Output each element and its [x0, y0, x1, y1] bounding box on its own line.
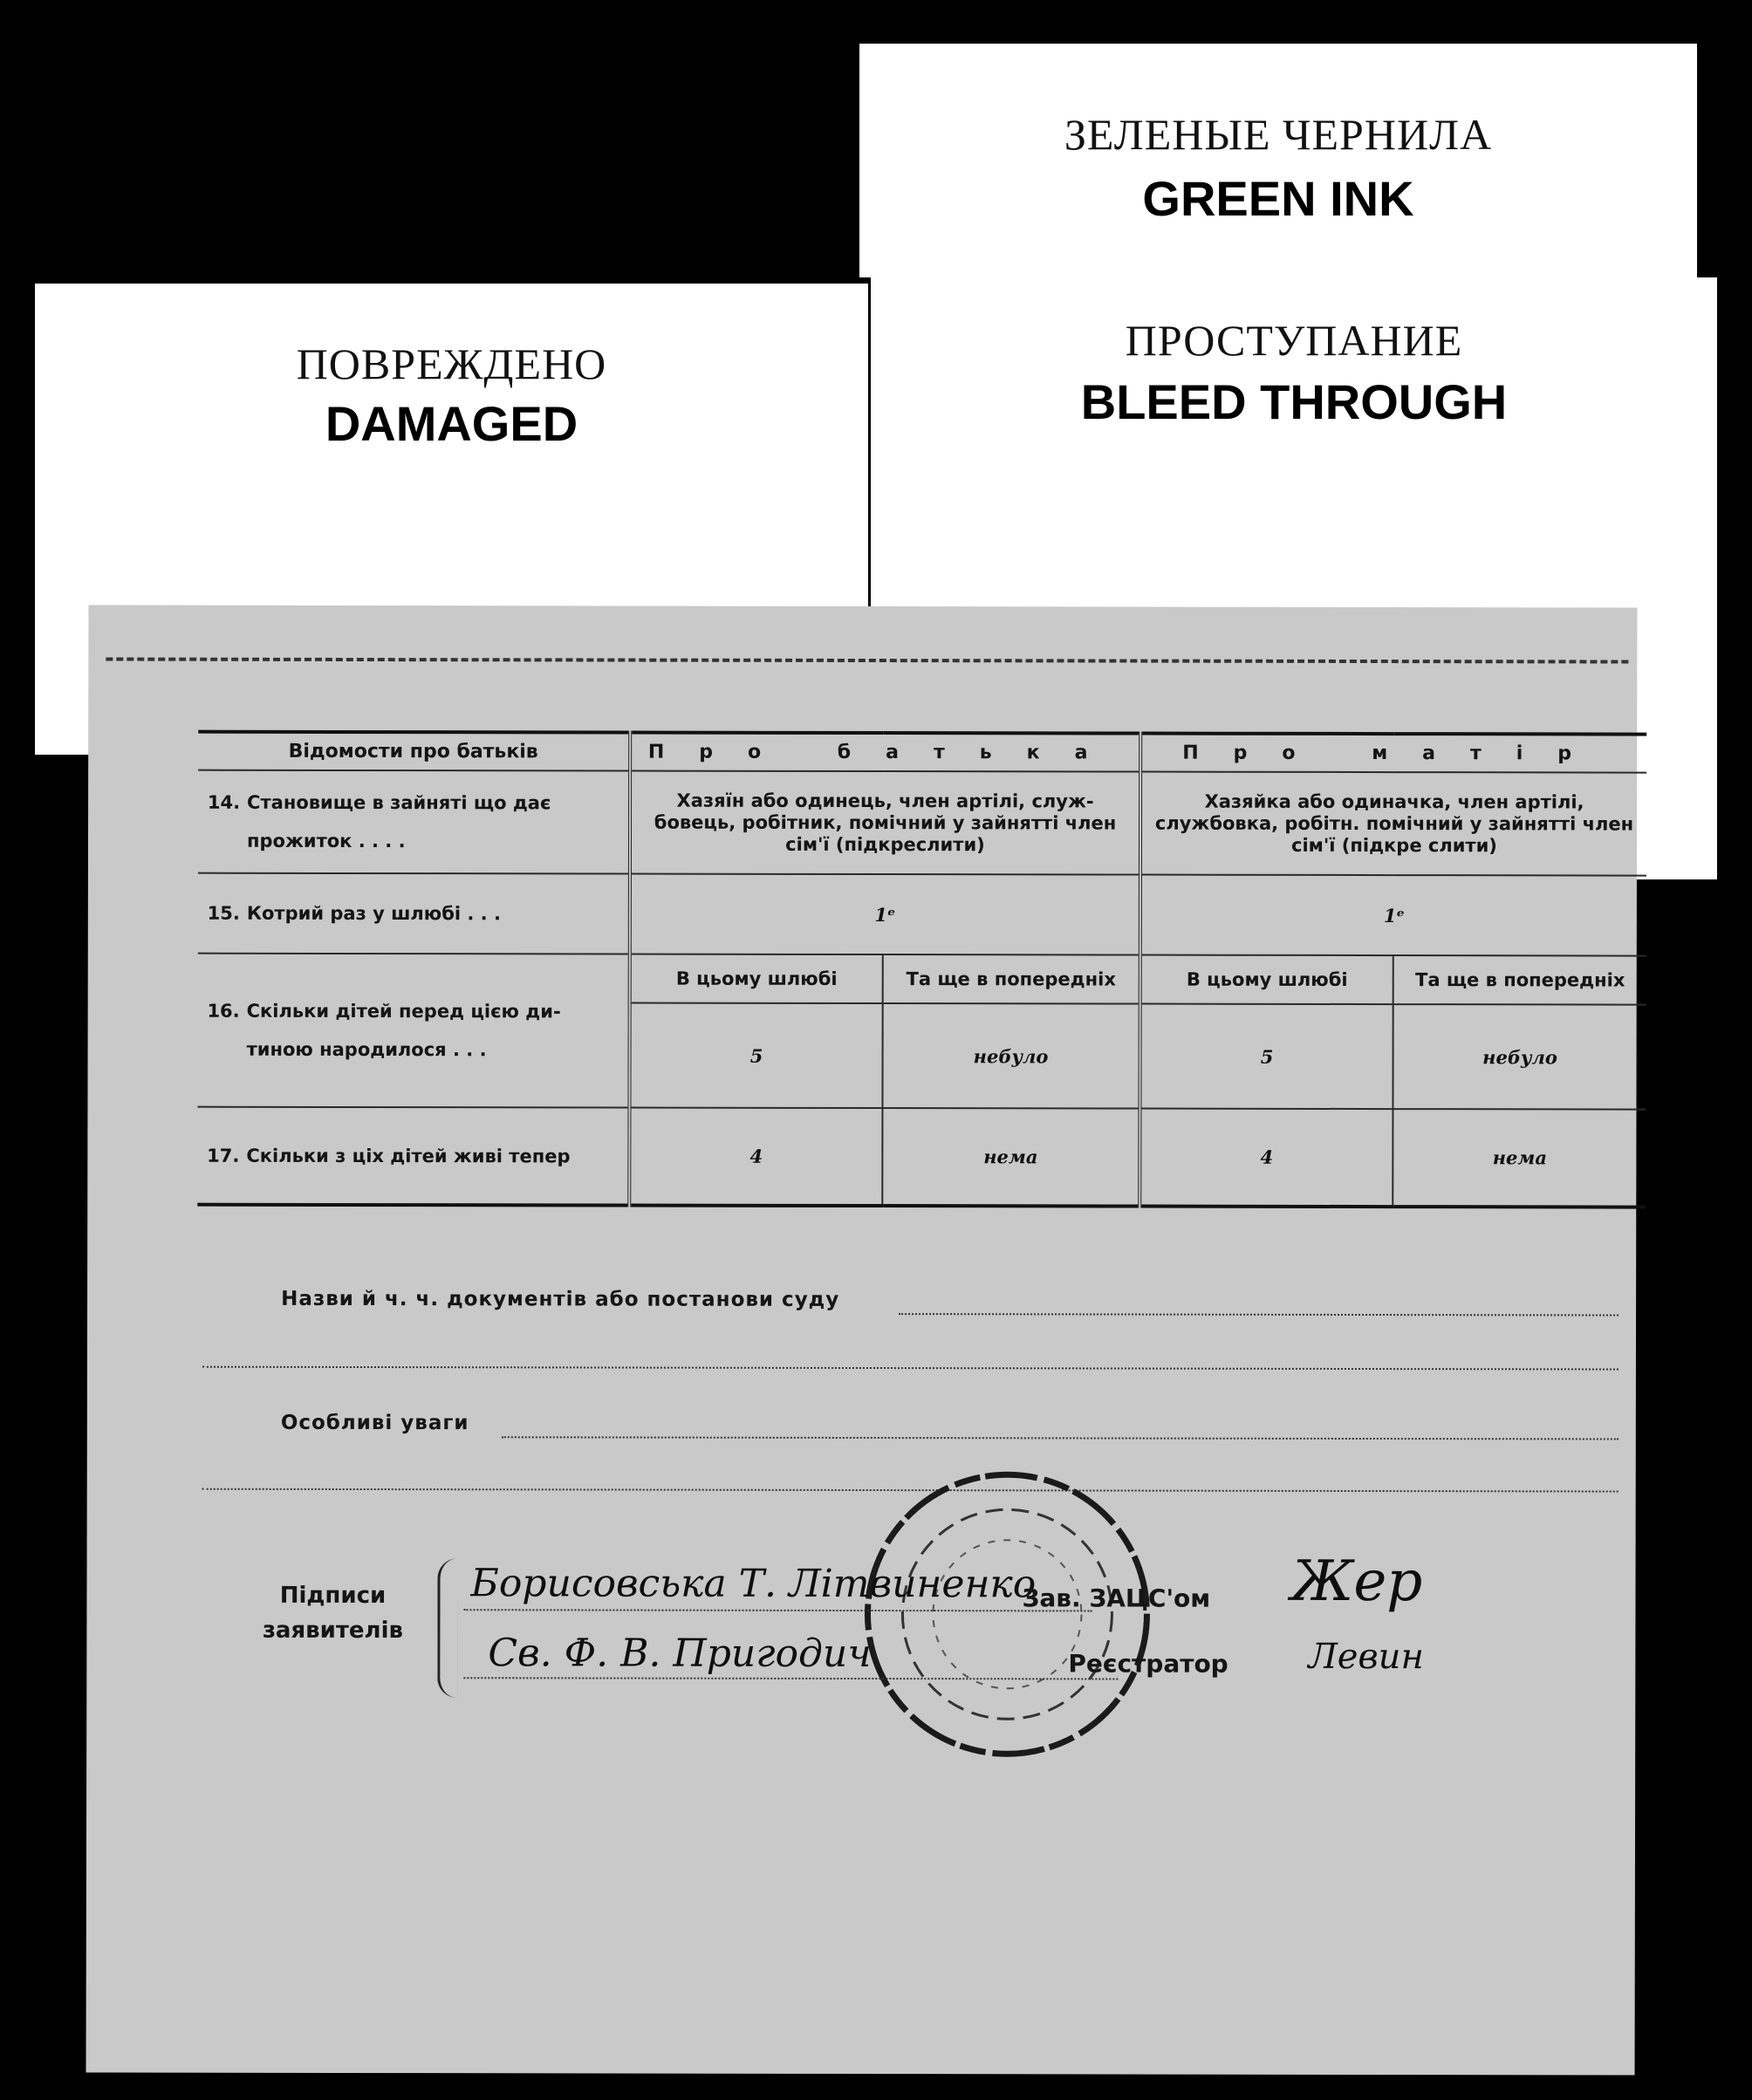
header-father: Про батька — [630, 733, 1140, 772]
damaged-label-en: DAMAGED — [325, 396, 578, 451]
table-row — [198, 873, 1646, 956]
table-row — [198, 770, 1646, 876]
perforation-line — [106, 657, 1628, 663]
registrar-signature: Левин — [1308, 1636, 1424, 1678]
row14-label-line1: Становище в зайняті що дає — [247, 791, 551, 814]
green-ink-label-ru: ЗЕЛЕНЫЕ ЧЕРНИЛА — [1064, 110, 1493, 159]
table-row — [197, 1107, 1646, 1207]
signatures-label — [245, 1578, 420, 1648]
documents-fill-line — [899, 1313, 1619, 1316]
applicant-signature-1-line — [463, 1609, 1092, 1611]
green-ink-label-card — [859, 44, 1697, 277]
subheader-previous-father: Та ще в попередніх — [883, 954, 1140, 1004]
registration-form-page — [86, 605, 1638, 2075]
row14-label-dots: . . . . — [358, 830, 406, 852]
mother-children-born-prev: небуло — [1393, 1004, 1646, 1110]
green-ink-label-en: GREEN INK — [1142, 171, 1414, 226]
subheader-previous-mother: Та ще в попередніх — [1393, 955, 1646, 1005]
row-number: 14. — [207, 791, 241, 813]
notes-fill-line — [502, 1436, 1619, 1440]
mother-marriage-count: 1ᵉ — [1140, 875, 1646, 956]
bleed-through-label-ru: ПРОСТУПАНИЕ — [1125, 316, 1463, 365]
header-mother: Про матір — [1140, 734, 1646, 773]
mother-children-born-this: 5 — [1139, 1004, 1393, 1110]
head-signature: Жер — [1290, 1549, 1423, 1615]
notes-label: Особливі уваги — [280, 1411, 469, 1435]
head-role-label: Зав. ЗАЦС'ом — [1022, 1584, 1211, 1613]
row16-label-line1: Скільки дітей перед цією ди- — [246, 1000, 561, 1023]
applicant-signature-1: Борисовська Т. Літвиненко — [470, 1561, 1037, 1607]
bleed-through-label-en: BLEED THROUGH — [1080, 374, 1508, 429]
row-number: 16. — [207, 1000, 240, 1022]
father-children-born-prev: небуло — [882, 1003, 1139, 1109]
applicant-signature-2: Св. Ф. В. Пригодич — [488, 1631, 872, 1677]
mother-occupation-options: Хазяйка або одиначка, член артілі, службовка, робітн. помічний у зайнятті член сім'ї (підкре слити) — [1140, 772, 1646, 876]
signatures-label-line1: Підписи — [279, 1582, 387, 1610]
mother-children-alive-prev: нема — [1393, 1109, 1646, 1207]
documents-fill-line-2 — [202, 1366, 1619, 1371]
applicant-signature-2-line — [463, 1677, 1118, 1679]
subheader-this-marriage-father: В цьому шлюбі — [630, 954, 883, 1004]
father-marriage-count: 1ᵉ — [630, 874, 1140, 955]
father-occupation-options: Хазяїн або одинець, член артілі, служ- бовець, робітник, помічний у зайнятті член сім'ї (підкреслити) — [630, 771, 1140, 875]
row16-label-dots: . . . — [452, 1039, 487, 1061]
mother-children-alive-this: 4 — [1139, 1109, 1393, 1207]
row14-label-line2: прожиток — [246, 830, 352, 852]
father-children-alive-this: 4 — [629, 1108, 882, 1207]
row-number: 17. — [207, 1145, 240, 1166]
row17-label: Скільки з ціх дітей живі тепер — [246, 1145, 571, 1166]
signatures-brace — [437, 1558, 457, 1698]
header-parents: Відомости про батьків — [198, 732, 630, 771]
documents-label: Назви й ч. ч. документів або постанови суду — [281, 1287, 840, 1311]
signatures-label-line2: заявителів — [262, 1617, 404, 1645]
damaged-label-ru: ПОВРЕЖДЕНО — [296, 339, 607, 388]
subheader-this-marriage-mother: В цьому шлюбі — [1140, 955, 1393, 1005]
row16-label-line2: тиною народилося — [246, 1038, 447, 1061]
father-children-alive-prev: нема — [882, 1108, 1139, 1207]
row15-label-dots: . . . — [467, 903, 501, 925]
row-number: 15. — [207, 902, 240, 924]
official-seal-stamp — [859, 1466, 1156, 1763]
row15-label: Котрий раз у шлюбі — [246, 902, 462, 925]
registrar-role-label: Реєстратор — [1068, 1649, 1228, 1679]
parents-info-table — [197, 730, 1646, 1209]
father-children-born-this: 5 — [629, 1003, 882, 1109]
